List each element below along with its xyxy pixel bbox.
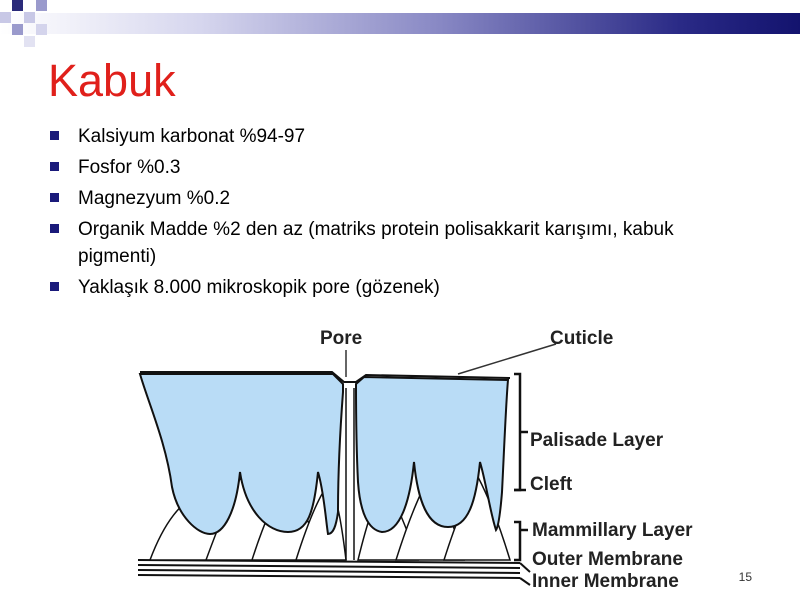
bullet-item xyxy=(48,274,748,301)
square-bullet-icon xyxy=(50,131,59,140)
square-bullet-icon xyxy=(50,282,59,291)
bullet-text: Yaklaşık 8.000 mikroskopik pore (gözenek) xyxy=(78,277,440,298)
outer-membrane-label: Outer Membrane xyxy=(532,549,683,570)
membrane-lines xyxy=(138,560,530,585)
pore-channel xyxy=(346,388,354,560)
square-bullet-icon xyxy=(50,162,59,171)
eggshell-structure-diagram xyxy=(128,322,728,594)
mammillary-layer-label: Mammillary Layer xyxy=(532,520,693,541)
bullet-list xyxy=(48,123,748,305)
bullet-text: Fosfor %0.3 xyxy=(78,157,181,178)
bullet-text: Organik Madde %2 den az (matriks protein polisakkarit karışımı, kabuk pigmenti) xyxy=(78,219,674,267)
pore-label: Pore xyxy=(320,328,363,349)
bullet-text: Kalsiyum karbonat %94-97 xyxy=(78,126,306,147)
cleft-label: Cleft xyxy=(530,474,573,495)
checker-decoration xyxy=(0,0,60,50)
inner-membrane-label: Inner Membrane xyxy=(532,571,679,592)
bullet-item xyxy=(48,123,748,150)
square-bullet-icon xyxy=(50,193,59,202)
bullet-item xyxy=(48,154,748,181)
page-number: 15 xyxy=(738,570,752,584)
palisade-layer-label: Palisade Layer xyxy=(530,430,664,451)
layer-brackets xyxy=(514,374,528,560)
bullet-item xyxy=(48,185,748,212)
square-bullet-icon xyxy=(50,224,59,233)
cuticle-label: Cuticle xyxy=(550,328,614,349)
slide-title: Kabuk xyxy=(48,55,176,106)
bullet-item xyxy=(48,216,748,270)
header-gradient-bar xyxy=(0,13,800,34)
bullet-text: Magnezyum %0.2 xyxy=(78,188,231,209)
pointer-lines xyxy=(346,344,556,377)
